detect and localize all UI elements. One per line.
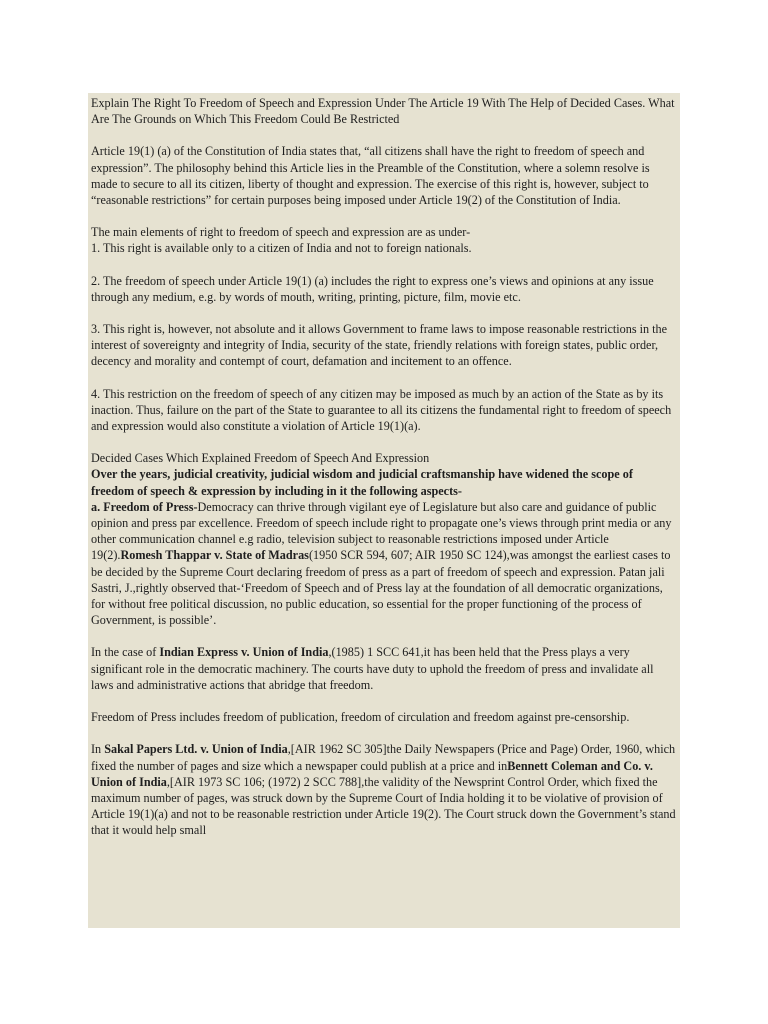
case-indian-express: Indian Express v. Union of India	[159, 645, 329, 660]
press-text-1: Democracy can thrive through vigilant eye of Legislature but also care and guidance of public opinion and press par excellence. Freedom of speech include right to propagate one’s views through print media or any other communication channel e.g radio, television subject to reasonable restrictions imposed under Article 19(2).	[91, 499, 672, 563]
point-4: 4. This restriction on the freedom of speech of any citizen may be imposed as much by an action of the State as by its inaction. Thus, failure on the part of the State to guarantee to all its citizens the fundamental right to freedom of speech and expression would also constitute a violation of Article 19(1)(a).	[91, 386, 672, 434]
case-sakal-papers: Sakal Papers Ltd. v. Union of India	[104, 742, 288, 757]
indian-express-paragraph	[91, 644, 677, 693]
document-page	[88, 93, 680, 928]
point-3: 3. This right is, however, not absolute and it allows Government to frame laws to impose reasonable restrictions in the interest of sovereignty and integrity of India, security of the state, friendly relations with foreign states, public order, decency and morality and contempt of court, defamation and incitement to an offence.	[91, 322, 668, 369]
sakal-text-1: ,[AIR 1962 SC 305]the Daily Newspapers (Price and Page) Order, 1960, which fixed the number of pages and size which a newspaper could publish at a price and in	[91, 742, 676, 773]
freedom-of-press-paragraph	[91, 499, 677, 629]
press-text-2: (1950 SCR 594, 607; AIR 1950 SC 124),was amongst the earliest cases to be decided by the Supreme Court declaring freedom of press as a part of freedom of speech and expression. Patan jali Sastri, J.,rightly observed that-‘Freedom of Speech and of Press lay at the foundation of all democratic organizations, for without free political discussion, no public education, so essential for the proper functioning of the process of Government, is possible’.	[91, 548, 671, 628]
document-body	[88, 93, 680, 839]
point-1: 1. This right is available only to a citizen of India and not to foreign nationals.	[91, 241, 472, 256]
cases-intro-text: Over the years, judicial creativity, judicial wisdom and judicial craftsmanship have widened the scope of freedom of speech & expression by including in it the following aspects-	[91, 467, 633, 498]
case-bennett-coleman: Bennett Coleman and Co. v. Union of India	[91, 758, 653, 789]
cases-intro	[91, 466, 677, 498]
sakal-paragraph	[91, 741, 677, 838]
indian-express-text: ,(1985) 1 SCC 641,it has been held that the Press plays a very significant role in the democratic machinery. The courts have duty to uphold the freedom of press and invalidate all laws and administrative actions that abridge that freedom.	[91, 645, 654, 692]
sakal-prefix: In	[91, 742, 105, 757]
case-romesh-thappar: Romesh Thappar v. State of Madras	[120, 548, 309, 563]
intro-paragraph: Article 19(1) (a) of the Constitution of India states that, “all citizens shall have the right to freedom of speech and expression”. The philosophy behind this Article lies in the Preamble of the Constitution, where a solemn resolve is made to secure to all its citizen, liberty of thought and expression. The exercise of this right is, however, subject to “reasonable restrictions” for certain purposes being imposed under Article 19(2) of the Constitution of India.	[91, 144, 650, 208]
point-2: 2. The freedom of speech under Article 19(1) (a) includes the right to express one’s views and opinions at any issue through any medium, e.g. by words of mouth, writing, printing, picture, film, movie etc.	[91, 273, 654, 304]
sakal-text-2: ,[AIR 1973 SC 106; (1972) 2 SCC 788],the validity of the Newsprint Control Order, which fixed the maximum number of pages, was struck down by the Supreme Court of India holding it to be violative of provision of Article 19(1)(a) and not to be reasonable restriction under Article 19(2). The Court struck down the Government’s stand that it would help small	[91, 774, 676, 838]
cases-heading: Decided Cases Which Explained Freedom of Speech And Expression	[91, 451, 430, 466]
document-title: Explain The Right To Freedom of Speech and Expression Under The Article 19 With The Help of Decided Cases. What Are The Grounds on Which This Freedom Could Be Restricted	[91, 96, 675, 127]
elements-heading: The main elements of right to freedom of speech and expression are as under-	[91, 225, 471, 240]
press-label: a. Freedom of Press-	[91, 499, 198, 514]
press-includes-paragraph: Freedom of Press includes freedom of publication, freedom of circulation and freedom against pre-censorship.	[91, 710, 630, 725]
indian-express-prefix: In the case of	[91, 645, 160, 660]
